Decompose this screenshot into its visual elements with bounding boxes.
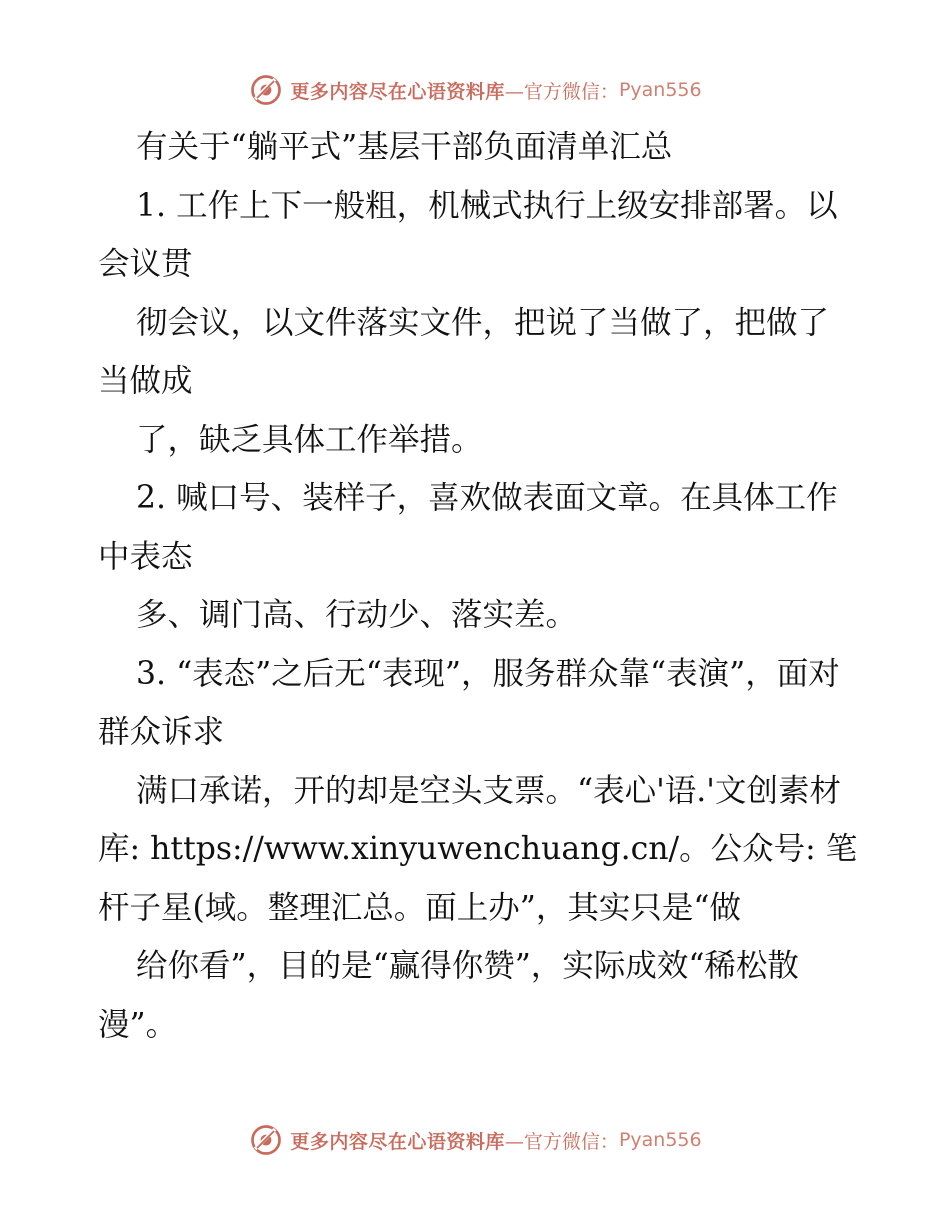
logo-icon bbox=[248, 1122, 284, 1158]
banner-separator: —官方微信： bbox=[504, 1130, 619, 1153]
wechat-id: Pyan556 bbox=[618, 79, 702, 101]
paragraph: 给你看”，目的是“赢得你赞”，实际成效“稀松散漫”。 bbox=[98, 948, 799, 1043]
header-banner bbox=[0, 70, 950, 110]
paragraph: 2. 喊口号、装样子，喜欢做表面文章。在具体工作中表态 bbox=[98, 480, 838, 575]
paragraph: 了，缺乏具体工作举措。 bbox=[136, 421, 483, 458]
paragraph-title: 有关于“躺平式”基层干部负面清单汇总 bbox=[136, 129, 673, 165]
banner-title: 更多内容尽在心语资料库 bbox=[290, 1130, 505, 1153]
paragraph: 多、调门高、行动少、落实差。 bbox=[136, 597, 578, 633]
wechat-id: Pyan556 bbox=[618, 1129, 702, 1151]
logo-icon bbox=[248, 72, 284, 108]
paragraph: 3. “表态”之后无“表现”，服务群众靠“表演”，面对群众诉求 bbox=[98, 655, 840, 750]
document-body bbox=[98, 118, 858, 1054]
paragraph: 1. 工作上下一般粗，机械式执行上级安排部署。以会议贯 bbox=[98, 187, 838, 282]
paragraph: 满口承诺，开的却是空头支票。“表心'语.'文创素材库: https://www.xinyuwenchuang.cn/。公众号: 笔杆子星(域。整理汇总。面上办”，其实只是“做 bbox=[98, 772, 858, 926]
banner-separator: —官方微信： bbox=[504, 80, 619, 103]
banner-title: 更多内容尽在心语资料库 bbox=[290, 80, 505, 103]
footer-banner bbox=[0, 1120, 950, 1160]
paragraph: 彻会议，以文件落实文件，把说了当做了，把做了当做成 bbox=[98, 304, 830, 399]
